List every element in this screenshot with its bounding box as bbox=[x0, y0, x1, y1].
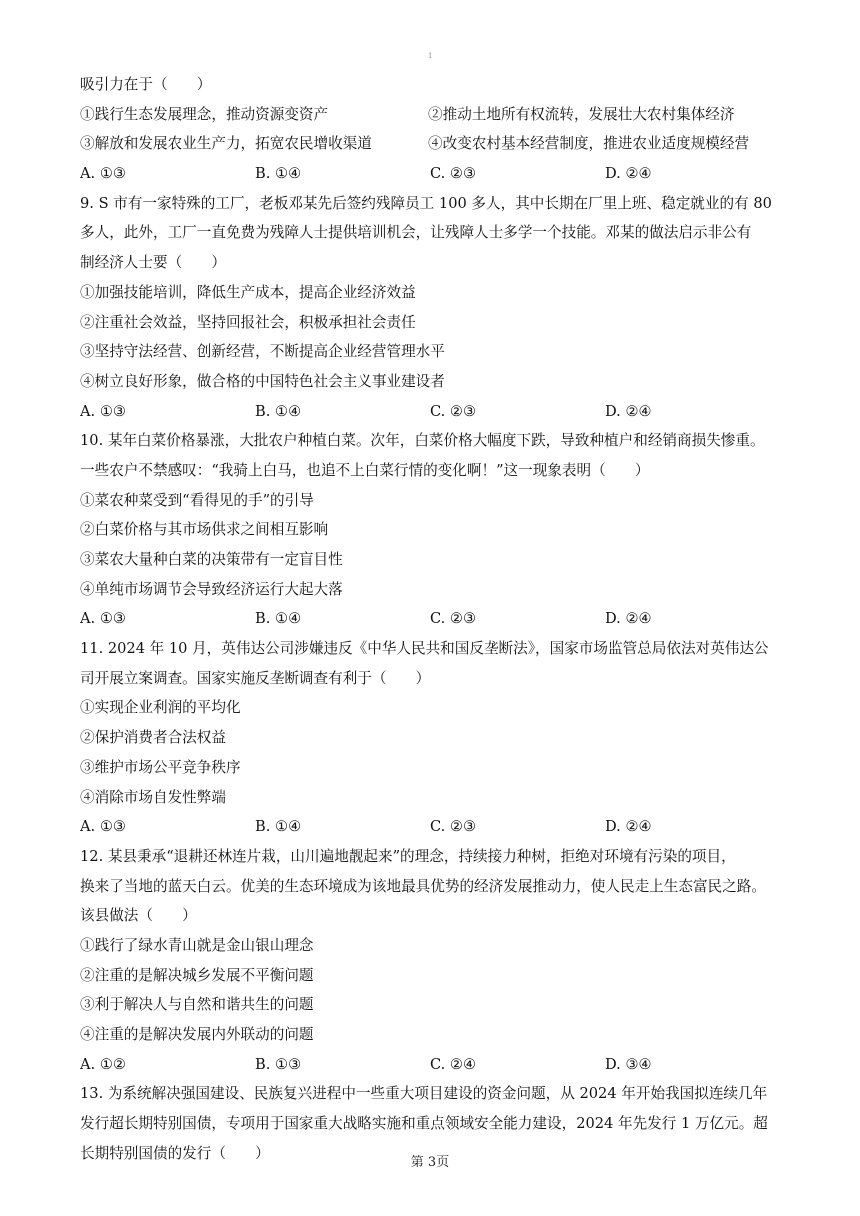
text-line: ③坚持守法经营、创新经营，不断提高企业经营管理水平 bbox=[80, 343, 445, 361]
text-line: ②保护消费者合法权益 bbox=[80, 729, 226, 747]
answer-choice: C. ②③ bbox=[430, 610, 477, 628]
text-line: 吸引力在于（ ） bbox=[80, 76, 212, 93]
text-line: ④消除市场自发性弊端 bbox=[80, 788, 226, 806]
text-line: 司开展立案调查。国家实施反垄断调查有利于（ ） bbox=[80, 669, 431, 687]
answer-choice: A. ①③ bbox=[80, 402, 126, 420]
answer-choices bbox=[80, 812, 790, 842]
option-pair-line bbox=[80, 129, 790, 159]
text-line: 该县做法（ ） bbox=[80, 907, 197, 925]
text-line: 换来了当地的蓝天白云。优美的生态环境成为该地最具优势的经济发展推动力，使人民走上生态富民之路。 bbox=[80, 877, 766, 895]
text-line: ①实现企业利润的平均化 bbox=[80, 699, 241, 717]
answer-choice: A. ①③ bbox=[80, 818, 126, 836]
page-number: 第 3页 bbox=[410, 1155, 450, 1170]
text-line: ③菜农大量种白菜的决策带有一定盲目性 bbox=[80, 551, 343, 568]
option-pair-line bbox=[80, 100, 790, 130]
text-line: ④注重的是解决发展内外联动的问题 bbox=[80, 1026, 314, 1043]
answer-choice: B. ①③ bbox=[255, 1055, 302, 1073]
text-line: ①菜农种菜受到“看得见的手”的引导 bbox=[80, 491, 314, 509]
text-line: ②白菜价格与其市场供求之间相互影响 bbox=[80, 521, 329, 539]
answer-choice: D. ②④ bbox=[605, 818, 652, 836]
text-line: 发行超长期特别国债，专项用于国家重大战略实施和重点领域安全能力建设，2024 年先发行 1 万亿元。超 bbox=[80, 1115, 768, 1133]
text-line: ④单纯市场调节会导致经济运行大起大落 bbox=[80, 580, 343, 598]
answer-choice: B. ①④ bbox=[255, 402, 302, 420]
text-line: ③维护市场公平竞争秩序 bbox=[80, 758, 241, 776]
answer-choice: C. ②④ bbox=[430, 1055, 477, 1073]
answer-choice: C. ②③ bbox=[430, 402, 477, 420]
text-line: ③利于解决人与自然和谐共生的问题 bbox=[80, 996, 314, 1014]
text-line: 长期特别国债的发行（ ） bbox=[80, 1144, 270, 1162]
answer-choices bbox=[80, 604, 790, 634]
answer-choices bbox=[80, 397, 790, 427]
text-line: ①加强技能培训，降低生产成本，提高企业经济效益 bbox=[80, 283, 416, 301]
answer-choice: A. ①② bbox=[80, 1055, 126, 1073]
answer-choice: C. ②③ bbox=[430, 818, 477, 836]
top-mark: 1 bbox=[428, 52, 433, 60]
text-line: 一些农户不禁感叹：“我骑上白马，也追不上白菜行情的变化啊！”这一现象表明（ ） bbox=[80, 461, 650, 479]
statement-option: ④改变农村基本经营制度，推进农业适度规模经营 bbox=[428, 135, 750, 153]
text-line: 9. S 市有一家特殊的工厂，老板邓某先后签约残障员工 100 多人，其中长期在厂里上班、稳定就业的有 80 bbox=[80, 194, 772, 212]
answer-choice: C. ②③ bbox=[430, 165, 477, 183]
answer-choice: B. ①④ bbox=[255, 818, 302, 836]
text-line: 制经济人士要（ ） bbox=[80, 254, 226, 272]
exam-page-body bbox=[80, 70, 790, 1168]
answer-choice: A. ①③ bbox=[80, 165, 126, 183]
statement-option: ①践行生态发展理念，推动资源变资产 bbox=[80, 105, 329, 123]
text-line: 13. 为系统解决强国建设、民族复兴进程中一些重大项目建设的资金问题，从 2024 年开始我国拟连续几年 bbox=[80, 1085, 768, 1103]
statement-option: ③解放和发展农业生产力，拓宽农民增收渠道 bbox=[80, 135, 372, 153]
answer-choice: B. ①④ bbox=[255, 165, 302, 183]
answer-choices bbox=[80, 1050, 790, 1080]
text-line: ①践行了绿水青山就是金山银山理念 bbox=[80, 936, 314, 954]
answer-choice: D. ②④ bbox=[605, 165, 652, 183]
text-line: ④树立良好形象，做合格的中国特色社会主义事业建设者 bbox=[80, 372, 445, 390]
text-line: 10. 某年白菜价格暴涨，大批农户种植白菜。次年，白菜价格大幅度下跌，导致种植户和经销商损失惨重。 bbox=[80, 432, 765, 450]
text-line: 12. 某县秉承“退耕还林连片栽，山川遍地靓起来”的理念，持续接力种树，拒绝对环境有污染的项目， bbox=[80, 847, 736, 865]
answer-choice: D. ③④ bbox=[605, 1055, 652, 1073]
text-line: ②注重的是解决城乡发展不平衡问题 bbox=[80, 966, 314, 984]
answer-choice: D. ②④ bbox=[605, 610, 652, 628]
answer-choice: B. ①④ bbox=[255, 610, 302, 628]
answer-choice: A. ①③ bbox=[80, 610, 126, 628]
answer-choice: D. ②④ bbox=[605, 402, 652, 420]
text-line: 多人，此外，工厂一直免费为残障人士提供培训机会，让残障人士多学一个技能。邓某的做法启示非公有 bbox=[80, 224, 752, 242]
answer-choices bbox=[80, 159, 790, 189]
statement-option: ②推动土地所有权流转，发展壮大农村集体经济 bbox=[428, 105, 735, 123]
text-line: 11. 2024 年 10 月，英伟达公司涉嫌违反《中华人民共和国反垄断法》，国家市场监管总局依法对英伟达公 bbox=[80, 640, 769, 658]
text-line: ②注重社会效益，坚持回报社会，积极承担社会责任 bbox=[80, 313, 416, 331]
